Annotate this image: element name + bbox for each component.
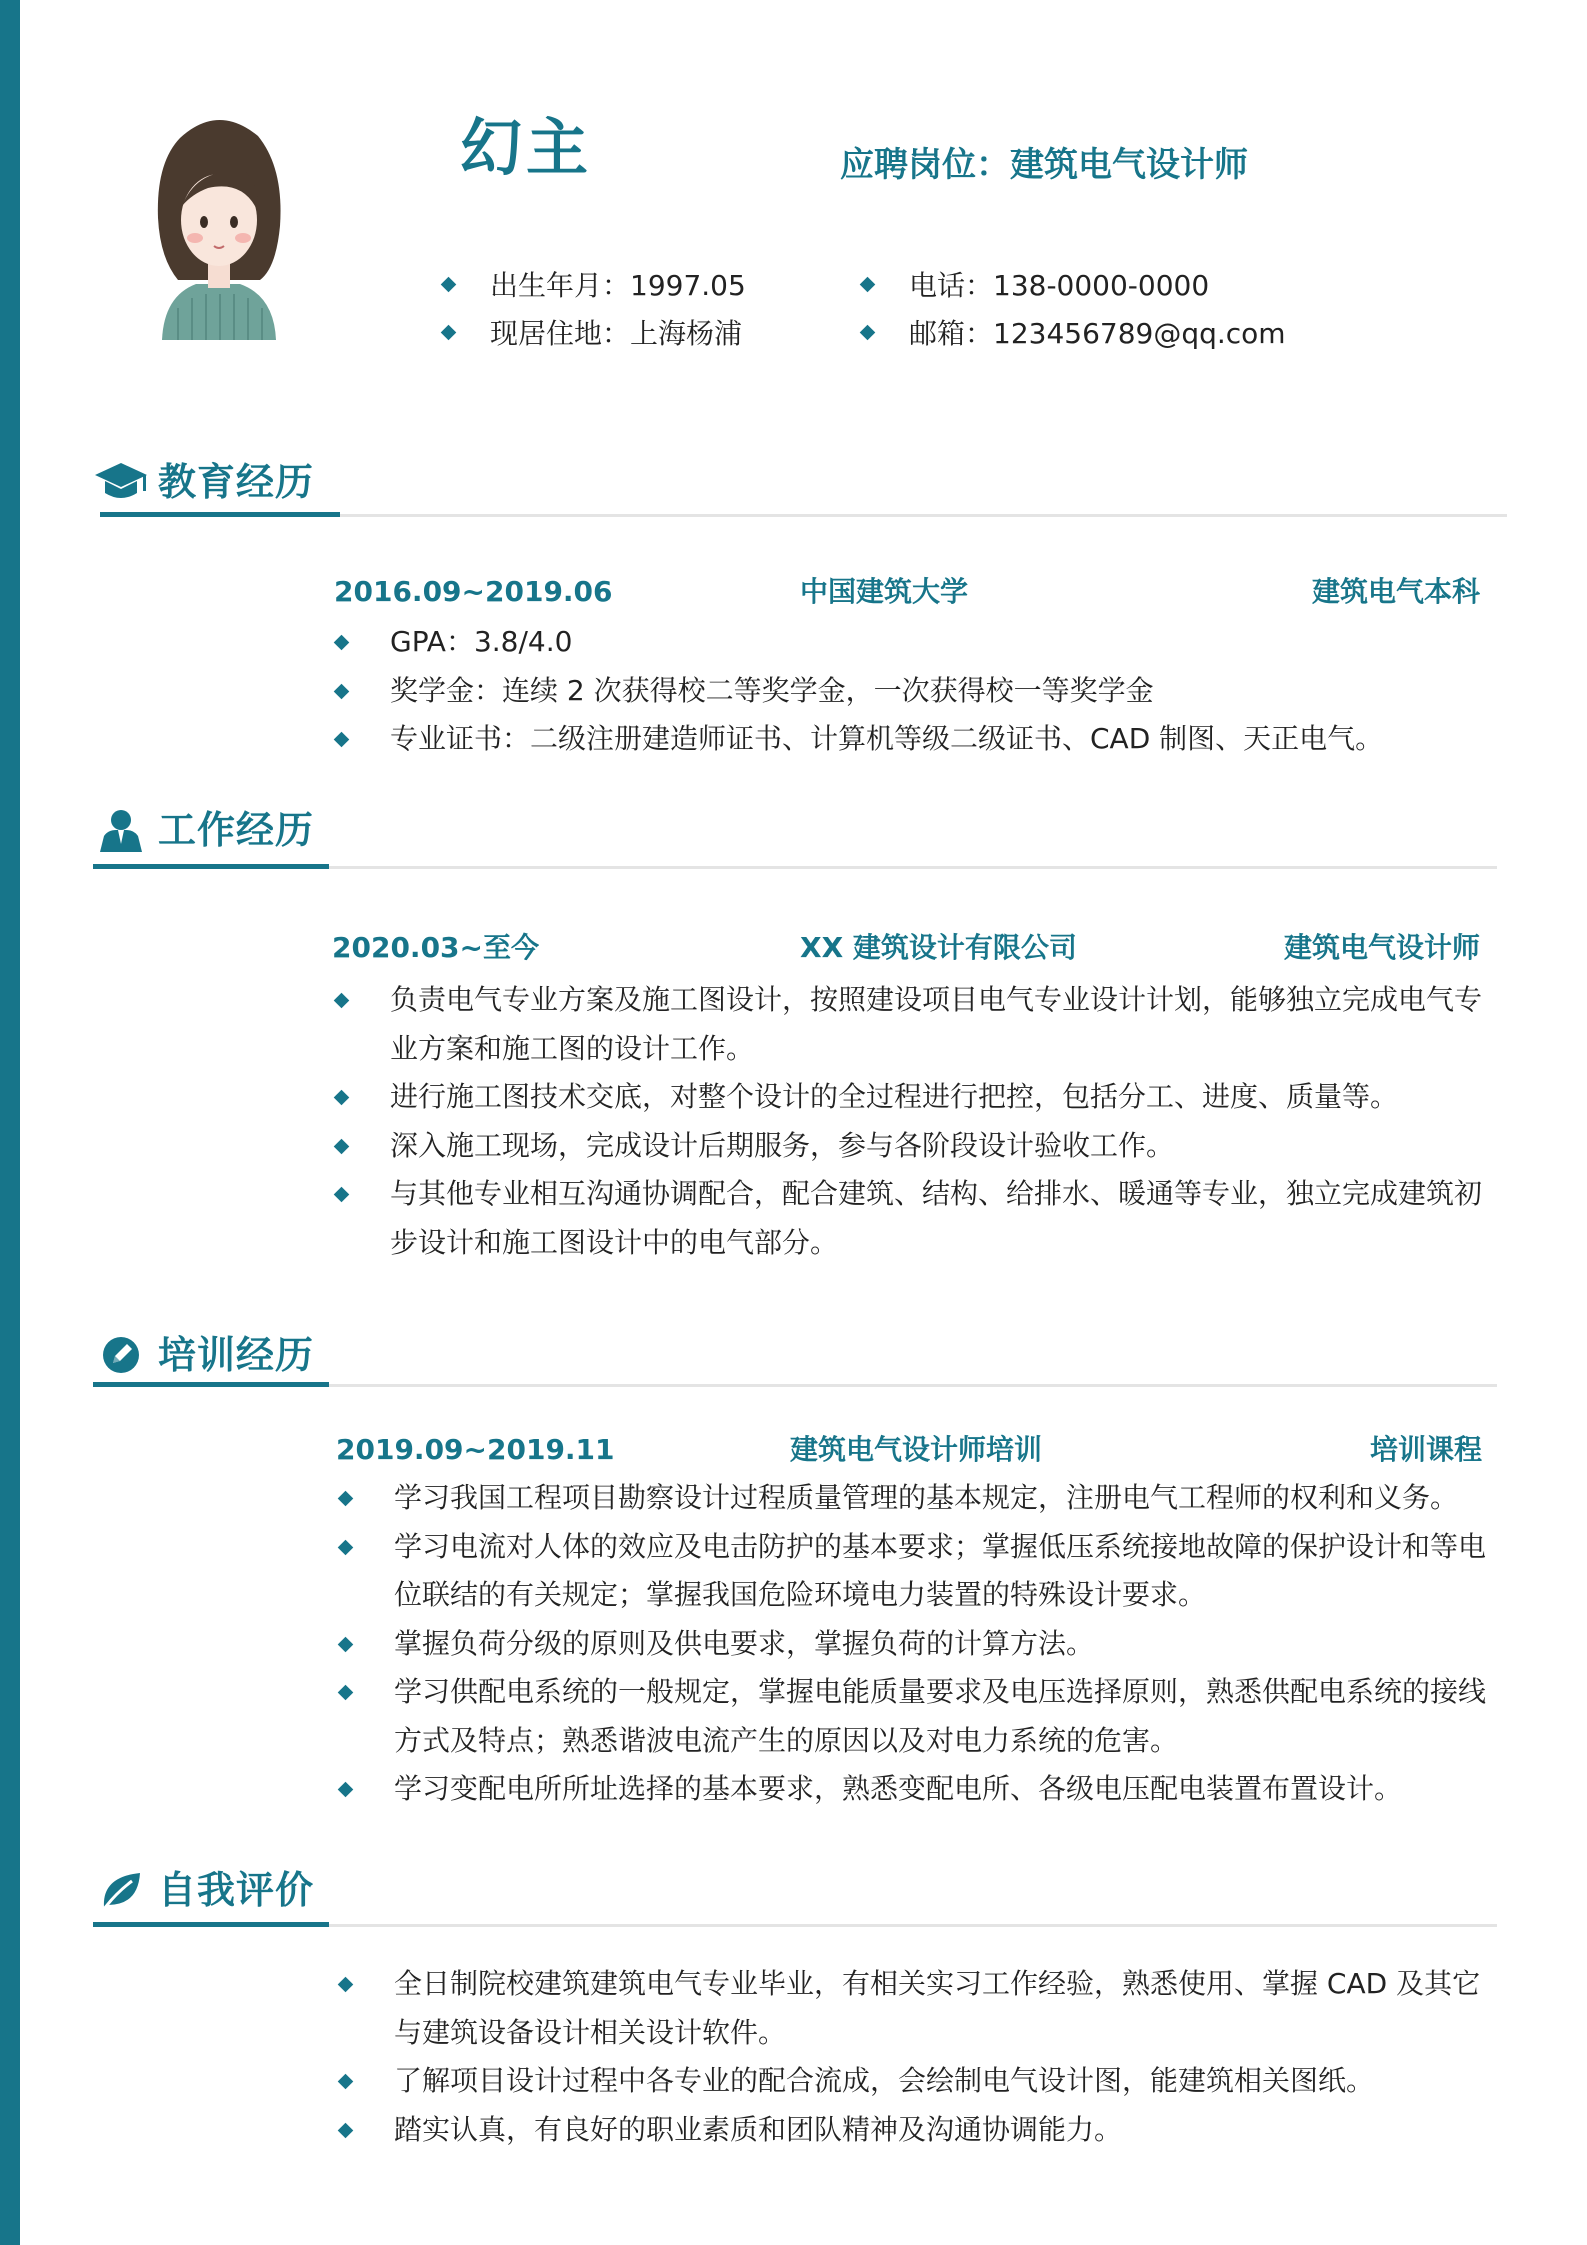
list-item-text: 学习电流对人体的效应及电击防护的基本要求；掌握低压系统接地故障的保护设计和等电位联结的有关规定；掌握我国危险环境电力装置的特殊设计要求。 xyxy=(394,1529,1487,1611)
section-title: 教育经历 xyxy=(158,460,315,504)
info-birth xyxy=(443,266,746,306)
list-item-text: GPA：3.8/4.0 xyxy=(390,625,573,658)
list-item-text: 了解项目设计过程中各专业的配合流成，会绘制电气设计图，能建筑相关图纸。 xyxy=(394,2064,1375,2097)
list-item xyxy=(336,1122,1496,1171)
list-item-text: 踏实认真，有良好的职业素质和团队精神及沟通协调能力。 xyxy=(394,2112,1123,2146)
training-list xyxy=(340,1474,1500,1814)
section-training-header xyxy=(92,1325,314,1385)
info-phone-text: 电话：138-0000-0000 xyxy=(909,269,1210,302)
training-meta xyxy=(336,1428,1482,1472)
diamond-bullet-icon xyxy=(338,2122,354,2138)
section-title: 自我评价 xyxy=(158,1868,315,1912)
work-company: XX 建筑设计有限公司 xyxy=(800,931,1077,964)
list-item-text: 奖学金：连续 2 次获得校二等奖学金，一次获得校一等奖学金 xyxy=(390,673,1154,707)
training-type: 培训课程 xyxy=(1369,1433,1482,1466)
list-item-text: 负责电气专业方案及施工图设计，按照建设项目电气专业设计计划，能够独立完成电气专业方案和施工图的设计工作。 xyxy=(390,983,1483,1065)
job-label: 应聘岗位： xyxy=(840,145,1010,185)
list-item xyxy=(340,2106,1500,2155)
education-major: 建筑电气本科 xyxy=(1311,575,1480,608)
diamond-bullet-icon xyxy=(441,324,457,340)
training-period: 2019.09~2019.11 xyxy=(336,1433,615,1466)
graduation-cap-icon xyxy=(92,459,150,505)
list-item-text: 全日制院校建筑建筑电气专业毕业，有相关实习工作经验，熟悉使用、掌握 CAD 及其它与建筑设备设计相关设计软件。 xyxy=(394,1967,1481,2049)
list-item xyxy=(340,2057,1500,2106)
work-position: 建筑电气设计师 xyxy=(1283,931,1480,964)
diamond-bullet-icon xyxy=(334,732,350,748)
education-school: 中国建筑大学 xyxy=(800,575,969,608)
training-name: 建筑电气设计师培训 xyxy=(790,1433,1043,1466)
diamond-bullet-icon xyxy=(334,1187,350,1203)
diamond-bullet-icon xyxy=(338,1539,354,1555)
leaf-icon xyxy=(92,1867,150,1913)
section-divider-accent xyxy=(93,1382,329,1387)
list-item xyxy=(336,667,1496,716)
list-item-text: 与其他专业相互沟通协调配合，配合建筑、结构、给排水、暖通等专业，独立完成建筑初步设计和施工图设计中的电气部分。 xyxy=(390,1177,1483,1259)
candidate-name: 幻主 xyxy=(460,111,593,184)
diamond-bullet-icon xyxy=(338,1685,354,1701)
education-period: 2016.09~2019.06 xyxy=(334,575,613,608)
list-item-text: 学习我国工程项目勘察设计过程质量管理的基本规定，注册电气工程师的权利和义务。 xyxy=(394,1481,1459,1514)
list-item xyxy=(336,1073,1496,1122)
list-item-text: 学习变配电所所址选择的基本要求，熟悉变配电所、各级电压配电装置布置设计。 xyxy=(394,1772,1403,1805)
list-item xyxy=(340,1960,1500,2057)
list-item-text: 学习供配电系统的一般规定，掌握电能质量要求及电压选择原则，熟悉供配电系统的接线方式及特点；熟悉谐波电流产生的原因以及对电力系统的危害。 xyxy=(394,1675,1487,1757)
diamond-bullet-icon xyxy=(334,1138,350,1154)
section-work-header xyxy=(92,800,314,860)
section-divider-accent xyxy=(93,1922,329,1927)
diamond-bullet-icon xyxy=(860,276,876,292)
info-birth-text: 出生年月：1997.05 xyxy=(490,269,746,302)
diamond-bullet-icon xyxy=(338,2074,354,2090)
list-item xyxy=(336,715,1496,764)
list-item xyxy=(336,976,1496,1073)
diamond-bullet-icon xyxy=(334,993,350,1009)
diamond-bullet-icon xyxy=(338,1782,354,1798)
self-eval-list xyxy=(340,1960,1500,2154)
diamond-bullet-icon xyxy=(338,1636,354,1652)
education-meta xyxy=(334,570,1480,614)
list-item xyxy=(340,1620,1500,1669)
avatar xyxy=(148,108,288,348)
list-item-text: 掌握负荷分级的原则及供电要求，掌握负荷的计算方法。 xyxy=(394,1626,1095,1660)
section-education-header xyxy=(92,452,314,512)
education-list xyxy=(336,618,1496,764)
list-item xyxy=(336,618,1496,667)
person-icon xyxy=(92,807,150,853)
diamond-bullet-icon xyxy=(334,635,350,651)
work-meta xyxy=(332,926,1480,970)
job-target xyxy=(840,140,1248,190)
diamond-bullet-icon xyxy=(334,1090,350,1106)
pencil-icon xyxy=(92,1332,150,1378)
list-item-text: 深入施工现场，完成设计后期服务，参与各阶段设计验收工作。 xyxy=(390,1128,1175,1162)
section-title: 工作经历 xyxy=(158,808,315,852)
section-divider-accent xyxy=(100,512,340,517)
list-item xyxy=(340,1523,1500,1620)
work-period: 2020.03~至今 xyxy=(332,931,539,964)
info-email-text: 邮箱：123456789@qq.com xyxy=(909,317,1286,350)
info-residence-text: 现居住地：上海杨浦 xyxy=(490,317,743,350)
left-accent-bar xyxy=(0,0,20,2245)
list-item xyxy=(340,1668,1500,1765)
list-item xyxy=(340,1765,1500,1814)
job-value: 建筑电气设计师 xyxy=(1010,145,1248,185)
diamond-bullet-icon xyxy=(338,1977,354,1993)
work-list xyxy=(336,976,1496,1267)
diamond-bullet-icon xyxy=(860,324,876,340)
info-residence xyxy=(443,314,742,354)
list-item xyxy=(336,1170,1496,1267)
info-phone xyxy=(862,266,1209,306)
info-email xyxy=(862,314,1286,354)
diamond-bullet-icon xyxy=(441,276,457,292)
section-self-eval-header xyxy=(92,1860,314,1920)
diamond-bullet-icon xyxy=(334,683,350,699)
section-divider-accent xyxy=(93,864,329,869)
list-item-text: 专业证书：二级注册建造师证书、计算机等级二级证书、CAD 制图、天正电气。 xyxy=(390,722,1384,755)
list-item xyxy=(340,1474,1500,1523)
diamond-bullet-icon xyxy=(338,1491,354,1507)
list-item-text: 进行施工图技术交底，对整个设计的全过程进行把控，包括分工、进度、质量等。 xyxy=(390,1080,1399,1113)
section-title: 培训经历 xyxy=(158,1333,315,1377)
